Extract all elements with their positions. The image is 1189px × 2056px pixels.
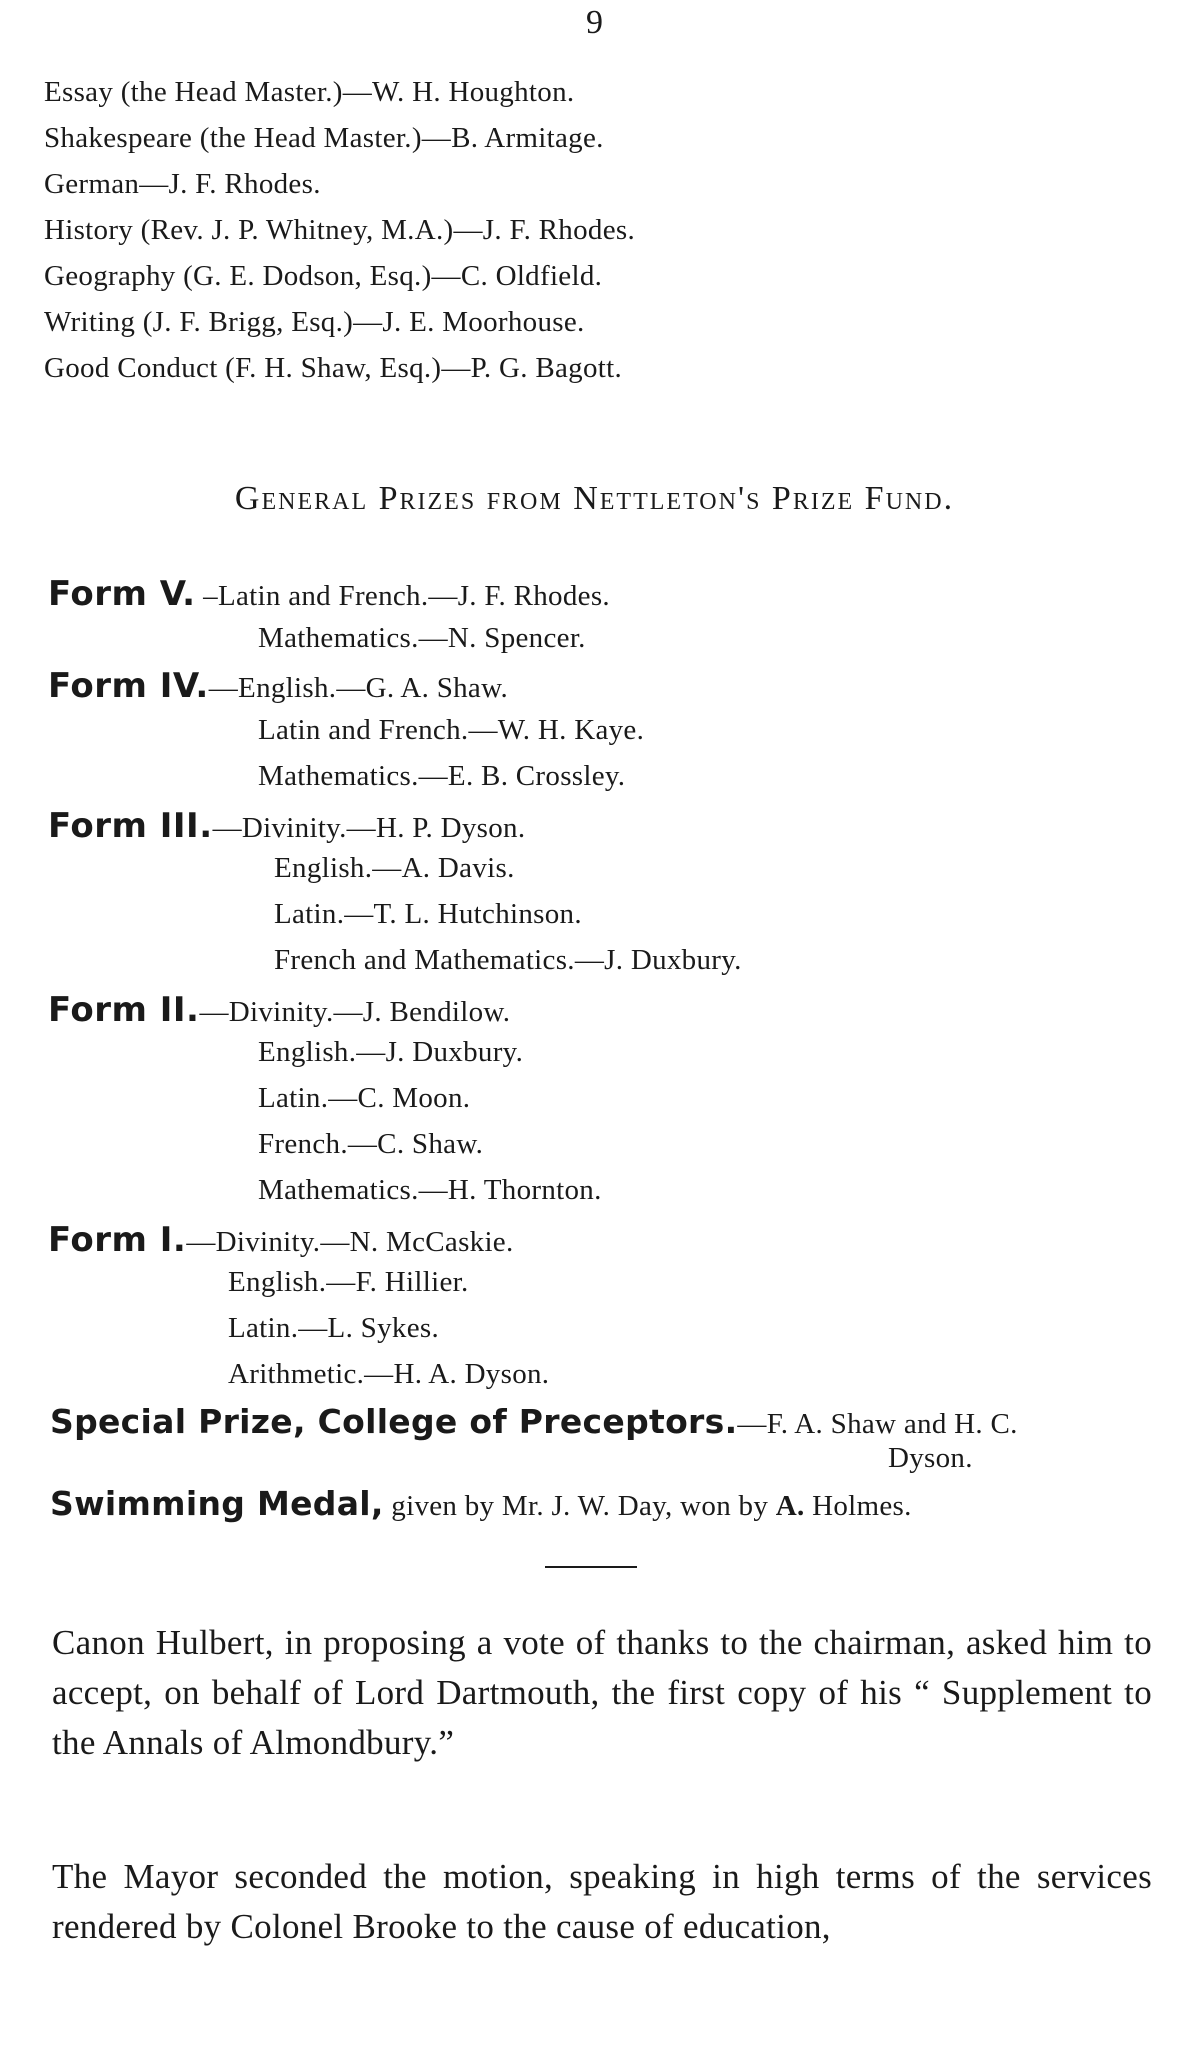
form-prize: English.—J. Duxbury. — [258, 1036, 524, 1068]
form-prize: Latin.—T. L. Hutchinson. — [274, 898, 582, 930]
form-prize: Latin and French.—W. H. Kaye. — [258, 714, 645, 746]
page-number: 9 — [586, 4, 603, 41]
prize-line: Geography (G. E. Dodson, Esq.)—C. Oldfield. — [44, 260, 603, 292]
form-label: Form IV. — [48, 666, 209, 706]
paragraph: The Mayor seconded the motion, speaking in high terms of the services rendered by Colonel Brooke to the cause of education, — [52, 1857, 1152, 1946]
swimming-medal-label: Swimming Medal, — [50, 1484, 384, 1523]
form-prize: —Divinity.—J. Bendilow. — [199, 996, 511, 1028]
form-prize: French.—C. Shaw. — [258, 1128, 484, 1160]
special-prize-winners-cont: Dyson. — [888, 1442, 973, 1474]
form-iii-entry — [48, 806, 525, 846]
form-prize: Mathematics.—E. B. Crossley. — [258, 760, 626, 792]
divider-rule — [545, 1566, 637, 1568]
form-iv-entry — [48, 666, 508, 706]
prize-line: German—J. F. Rhodes. — [44, 168, 321, 200]
form-label: Form III. — [48, 806, 213, 846]
swimming-medal — [50, 1484, 912, 1523]
swimming-medal-text: given by Mr. J. W. Day, won by — [391, 1490, 769, 1522]
prize-line: History (Rev. J. P. Whitney, M.A.)—J. F. Rhodes. — [44, 214, 636, 246]
special-prize-label: Special Prize, College of Preceptors. — [50, 1402, 738, 1441]
form-v-entry — [48, 574, 610, 614]
form-prize: Mathematics.—N. Spencer. — [258, 622, 586, 654]
special-prize-winners: —F. A. Shaw and H. C. — [737, 1408, 1018, 1440]
form-prize: —Divinity.—N. McCaskie. — [186, 1226, 514, 1258]
form-prize: Latin.—L. Sykes. — [228, 1312, 439, 1344]
prize-line: Good Conduct (F. H. Shaw, Esq.)—P. G. Bagott. — [44, 352, 623, 384]
form-label: Form II. — [48, 990, 200, 1030]
form-i-entry — [48, 1220, 514, 1260]
prize-line: Shakespeare (the Head Master.)—B. Armitage. — [44, 122, 604, 154]
form-prize: Arithmetic.—H. A. Dyson. — [228, 1358, 550, 1390]
swimming-medal-winner: Holmes. — [812, 1490, 912, 1522]
special-prize — [50, 1402, 1018, 1441]
form-prize: English.—F. Hillier. — [228, 1266, 469, 1298]
form-ii-entry — [48, 990, 510, 1030]
form-prize: Mathematics.—H. Thornton. — [258, 1174, 602, 1206]
prize-line: Writing (J. F. Brigg, Esq.)—J. E. Moorhouse. — [44, 306, 585, 338]
section-heading: General Prizes from Nettleton's Prize Fund. — [234, 480, 955, 517]
paragraph: Canon Hulbert, in proposing a vote of thanks to the chairman, asked him to accept, on behalf of Lord Dartmouth, the first copy of his “ Supplement to the Annals of Almondbury.” — [52, 1623, 1152, 1762]
form-prize: Latin.—C. Moon. — [258, 1082, 471, 1114]
form-label: Form V. — [48, 574, 196, 614]
form-prize: English.—A. Davis. — [274, 852, 515, 884]
form-prize: —English.—G. A. Shaw. — [208, 672, 509, 704]
form-prize: —Divinity.—H. P. Dyson. — [212, 812, 526, 844]
form-prize: –Latin and French.—J. F. Rhodes. — [203, 580, 610, 612]
form-prize: French and Mathematics.—J. Duxbury. — [274, 944, 742, 976]
prize-line: Essay (the Head Master.)—W. H. Houghton. — [44, 76, 575, 108]
form-label: Form I. — [48, 1220, 187, 1260]
swimming-medal-winner-initial: A. — [775, 1490, 805, 1522]
